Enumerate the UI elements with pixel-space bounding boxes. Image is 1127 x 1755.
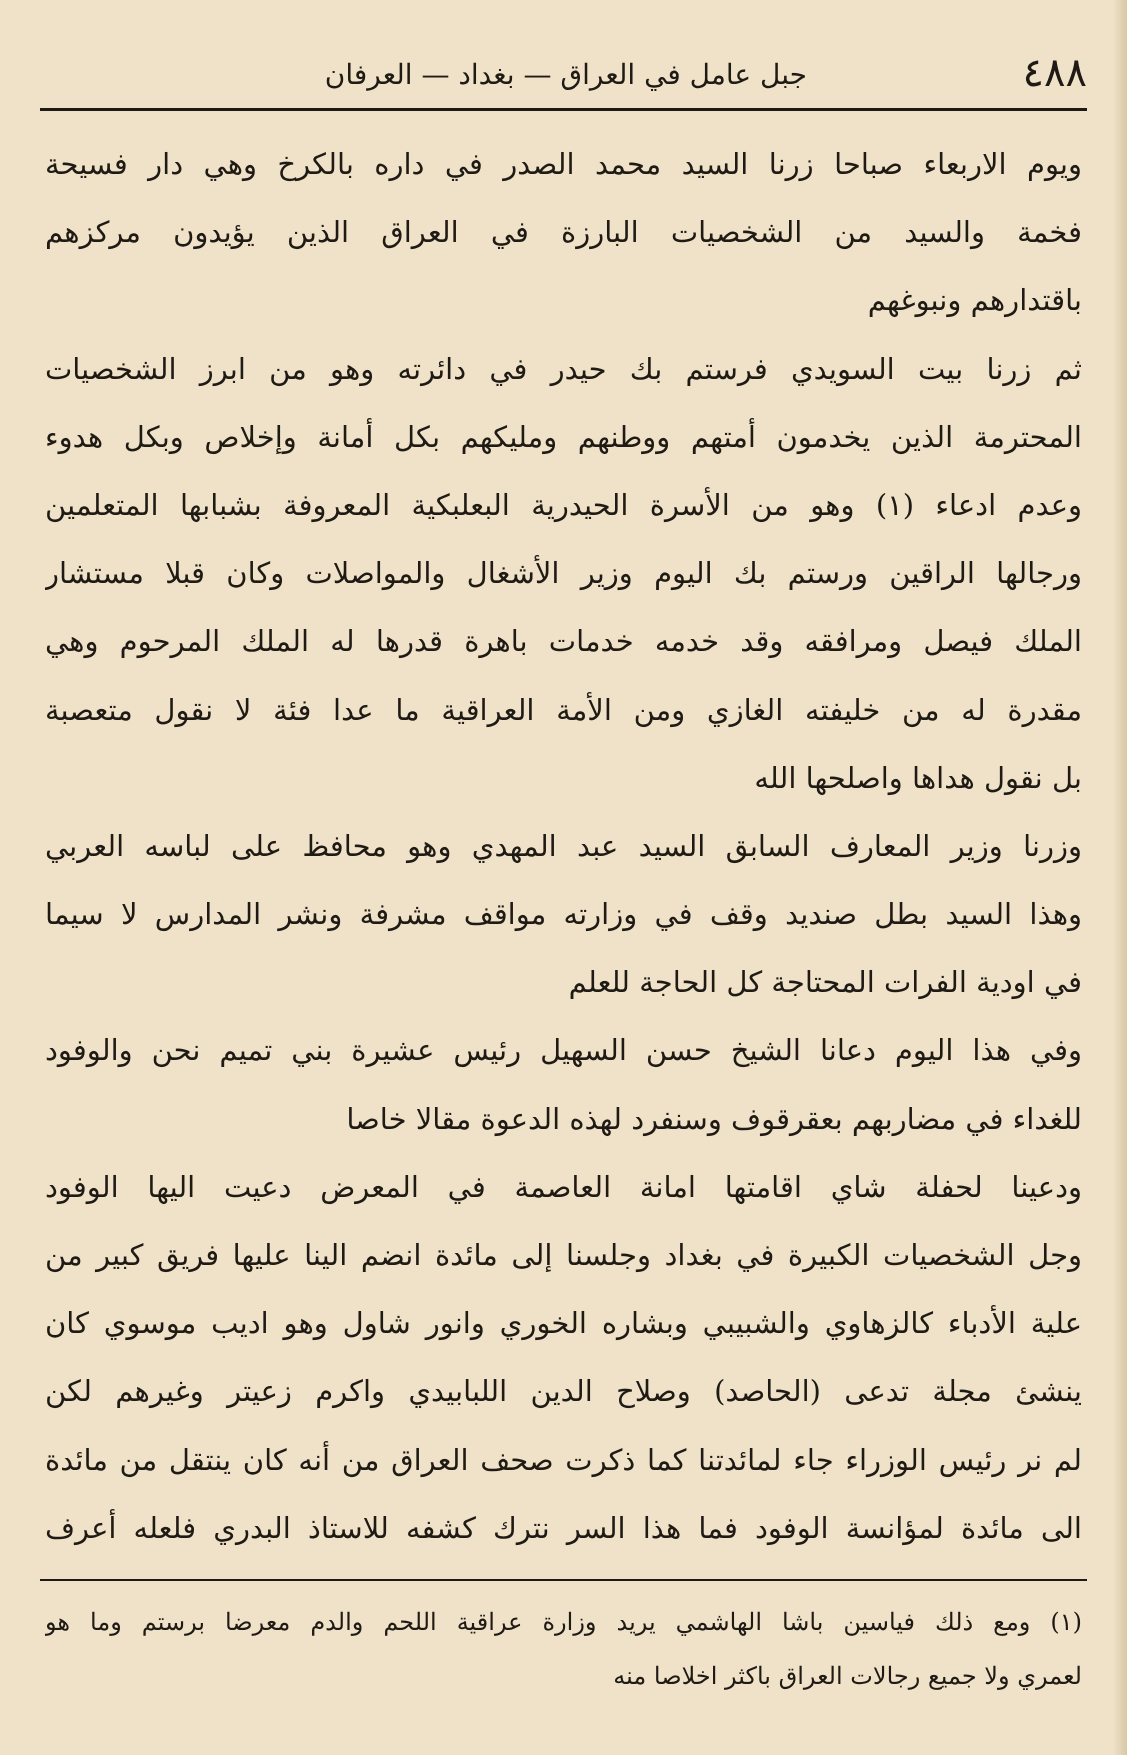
text-line: وفي هذا اليوم دعانا الشيخ حسن السهيل رئيس عشيرة بني تميم نحن والوفود bbox=[45, 1033, 1082, 1068]
footnote bbox=[45, 1595, 1082, 1703]
text-line: ثم زرنا بيت السويدي فرستم بك حيدر في دائرته وهو من ابرز الشخصيات bbox=[45, 351, 1082, 386]
page-number: ٤٨٨ bbox=[1022, 50, 1087, 96]
text-line: ينشئ مجلة تدعى (الحاصد) وصلاح الدين اللبابيدي واكرم زعيتر وغيرهم لكن bbox=[45, 1374, 1082, 1409]
page-edge-shadow bbox=[1113, 0, 1127, 1755]
text-line: الملك فيصل ومرافقه وقد خدمه خدمات باهرة قدرها له الملك المرحوم وهي bbox=[45, 624, 1082, 659]
text-line: ويوم الاربعاء صباحا زرنا السيد محمد الصدر في داره بالكرخ وهي دار فسيحة bbox=[45, 147, 1082, 181]
body-text bbox=[45, 130, 1082, 1562]
text-line: باقتدارهم ونبوغهم bbox=[867, 283, 1082, 318]
page-header bbox=[40, 40, 1087, 110]
text-line: ورجالها الراقين ورستم بك اليوم وزير الأشغال والمواصلات وكان قبلا مستشار bbox=[45, 556, 1082, 591]
text-line: المحترمة الذين يخدمون أمتهم ووطنهم ومليكهم بكل أمانة وإخلاص وبكل هدوء bbox=[45, 419, 1082, 454]
text-line: الى مائدة لمؤانسة الوفود فما هذا السر نترك كشفه للاستاذ البدري فلعله أعرف bbox=[45, 1510, 1082, 1545]
footnote-line: (١) ومع ذلك فياسين باشا الهاشمي يريد وزارة عراقية اللحم والدم معرضا برستم وما هو bbox=[45, 1608, 1082, 1636]
footnote-line: لعمري ولا جميع رجالات العراق باكثر اخلاصا منه bbox=[613, 1662, 1082, 1690]
text-line: مقدرة له من خليفته الغازي ومن الأمة العراقية ما عدا فئة لا نقول متعصبة bbox=[45, 692, 1082, 727]
footnote-rule bbox=[40, 1579, 1087, 1581]
text-line: في اودية الفرات المحتاجة كل الحاجة للعلم bbox=[568, 965, 1082, 1000]
text-line: وهذا السيد بطل صنديد وقف في وزارته مواقف مشرفة ونشر المدارس لا سيما bbox=[45, 897, 1082, 932]
text-line: وعدم ادعاء (١) وهو من الأسرة الحيدرية البعلبكية المعروفة بشبابها المتعلمين bbox=[45, 487, 1082, 522]
text-line: علية الأدباء كالزهاوي والشبيبي وبشاره الخوري وانور شاول وهو اديب موسوي كان bbox=[45, 1306, 1082, 1341]
text-line: ودعينا لحفلة شاي اقامتها امانة العاصمة في المعرض دعيت اليها الوفود bbox=[45, 1169, 1082, 1204]
text-line: للغداء في مضاربهم بعقرقوف وسنفرد لهذه الدعوة مقالا خاصا bbox=[346, 1101, 1082, 1136]
text-line: بل نقول هداها واصلحها الله bbox=[754, 760, 1082, 795]
text-line: وجل الشخصيات الكبيرة في بغداد وجلسنا إلى مائدة انضم الينا عليها فريق كبير من bbox=[45, 1238, 1082, 1272]
text-line: فخمة والسيد من الشخصيات البارزة في العراق الذين يؤيدون مركزهم bbox=[45, 215, 1082, 250]
running-title: جبل عامل في العراق — بغداد — العرفان bbox=[324, 58, 807, 91]
header-rule bbox=[40, 108, 1087, 111]
text-line: وزرنا وزير المعارف السابق السيد عبد المهدي وهو محافظ على لباسه العربي bbox=[45, 828, 1082, 863]
text-line: لم نر رئيس الوزراء جاء لمائدتنا كما ذكرت صحف العراق من أنه كان ينتقل من مائدة bbox=[45, 1442, 1082, 1477]
